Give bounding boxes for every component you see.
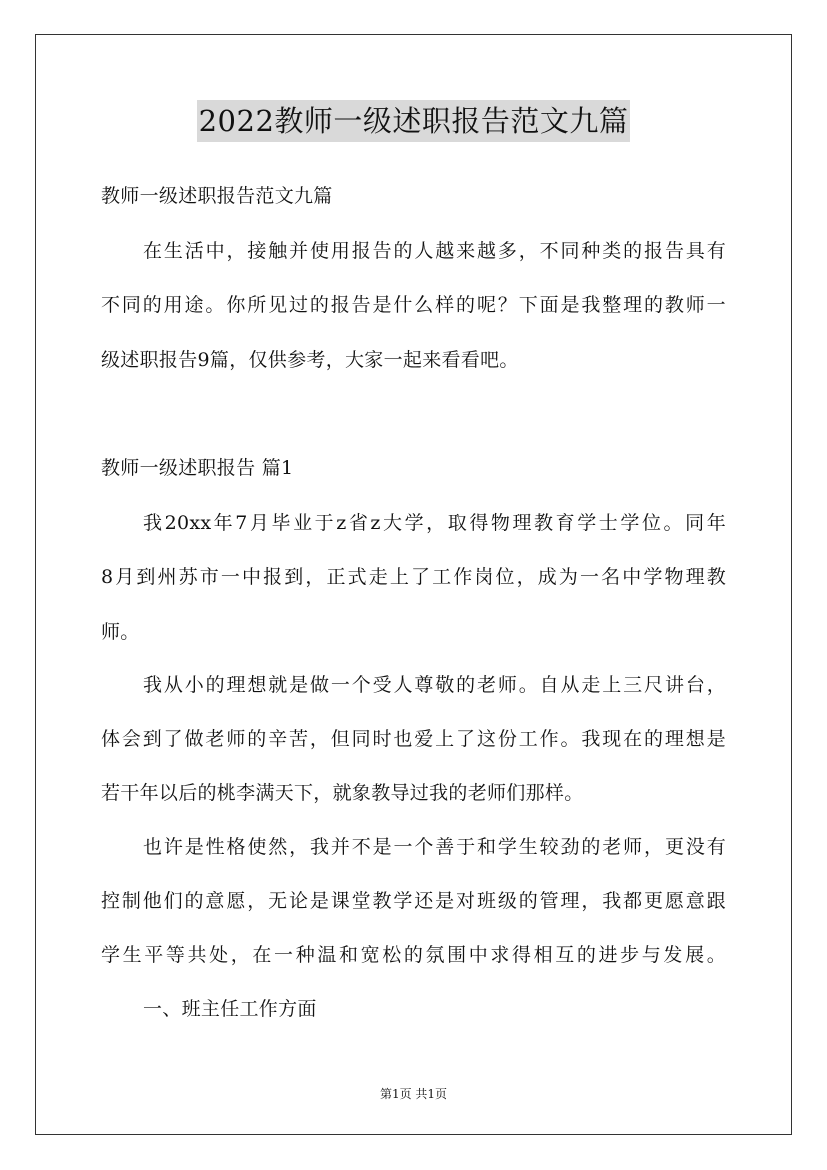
intro-line-1: 在生活中，接触并使用报告的人越来越多，不同种类的报告具有 — [143, 240, 726, 262]
paragraph2-line-1: 我从小的理想就是做一个受人尊敬的老师。自从走上三尺讲台， — [143, 674, 726, 696]
document-title: 2022教师一级述职报告范文九篇 — [197, 100, 631, 142]
document-subtitle: 教师一级述职报告范文九篇 — [101, 185, 333, 207]
title-container — [0, 100, 827, 142]
paragraph3-line-3: 学生平等共处，在一种温和宽松的氛围中求得相互的进步与发展。 — [101, 944, 726, 966]
page-number-footer: 第1页 共1页 — [379, 1087, 448, 1101]
paragraph1-line-1: 我20xx年7月毕业于z省z大学，取得物理教育学士学位。同年 — [143, 512, 726, 534]
paragraph1-line-3: 师。 — [101, 621, 140, 643]
paragraph3-line-1: 也许是性格使然，我并不是一个善于和学生较劲的老师，更没有 — [143, 836, 726, 858]
section-heading: 教师一级述职报告 篇1 — [101, 457, 294, 479]
intro-line-2: 不同的用途。你所见过的报告是什么样的呢？下面是我整理的教师一 — [101, 294, 726, 316]
intro-line-3: 级述职报告9篇，仅供参考，大家一起来看看吧。 — [101, 349, 519, 371]
subheading-class-teacher: 一、班主任工作方面 — [143, 998, 317, 1020]
paragraph1-line-2: 8月到州苏市一中报到，正式走上了工作岗位，成为一名中学物理教 — [101, 566, 726, 588]
paragraph2-line-3: 若干年以后的桃李满天下，就象教导过我的老师们那样。 — [101, 782, 584, 804]
paragraph2-line-2: 体会到了做老师的辛苦，但同时也爱上了这份工作。我现在的理想是 — [101, 728, 726, 750]
paragraph3-line-2: 控制他们的意愿，无论是课堂教学还是对班级的管理，我都更愿意跟 — [101, 890, 726, 912]
